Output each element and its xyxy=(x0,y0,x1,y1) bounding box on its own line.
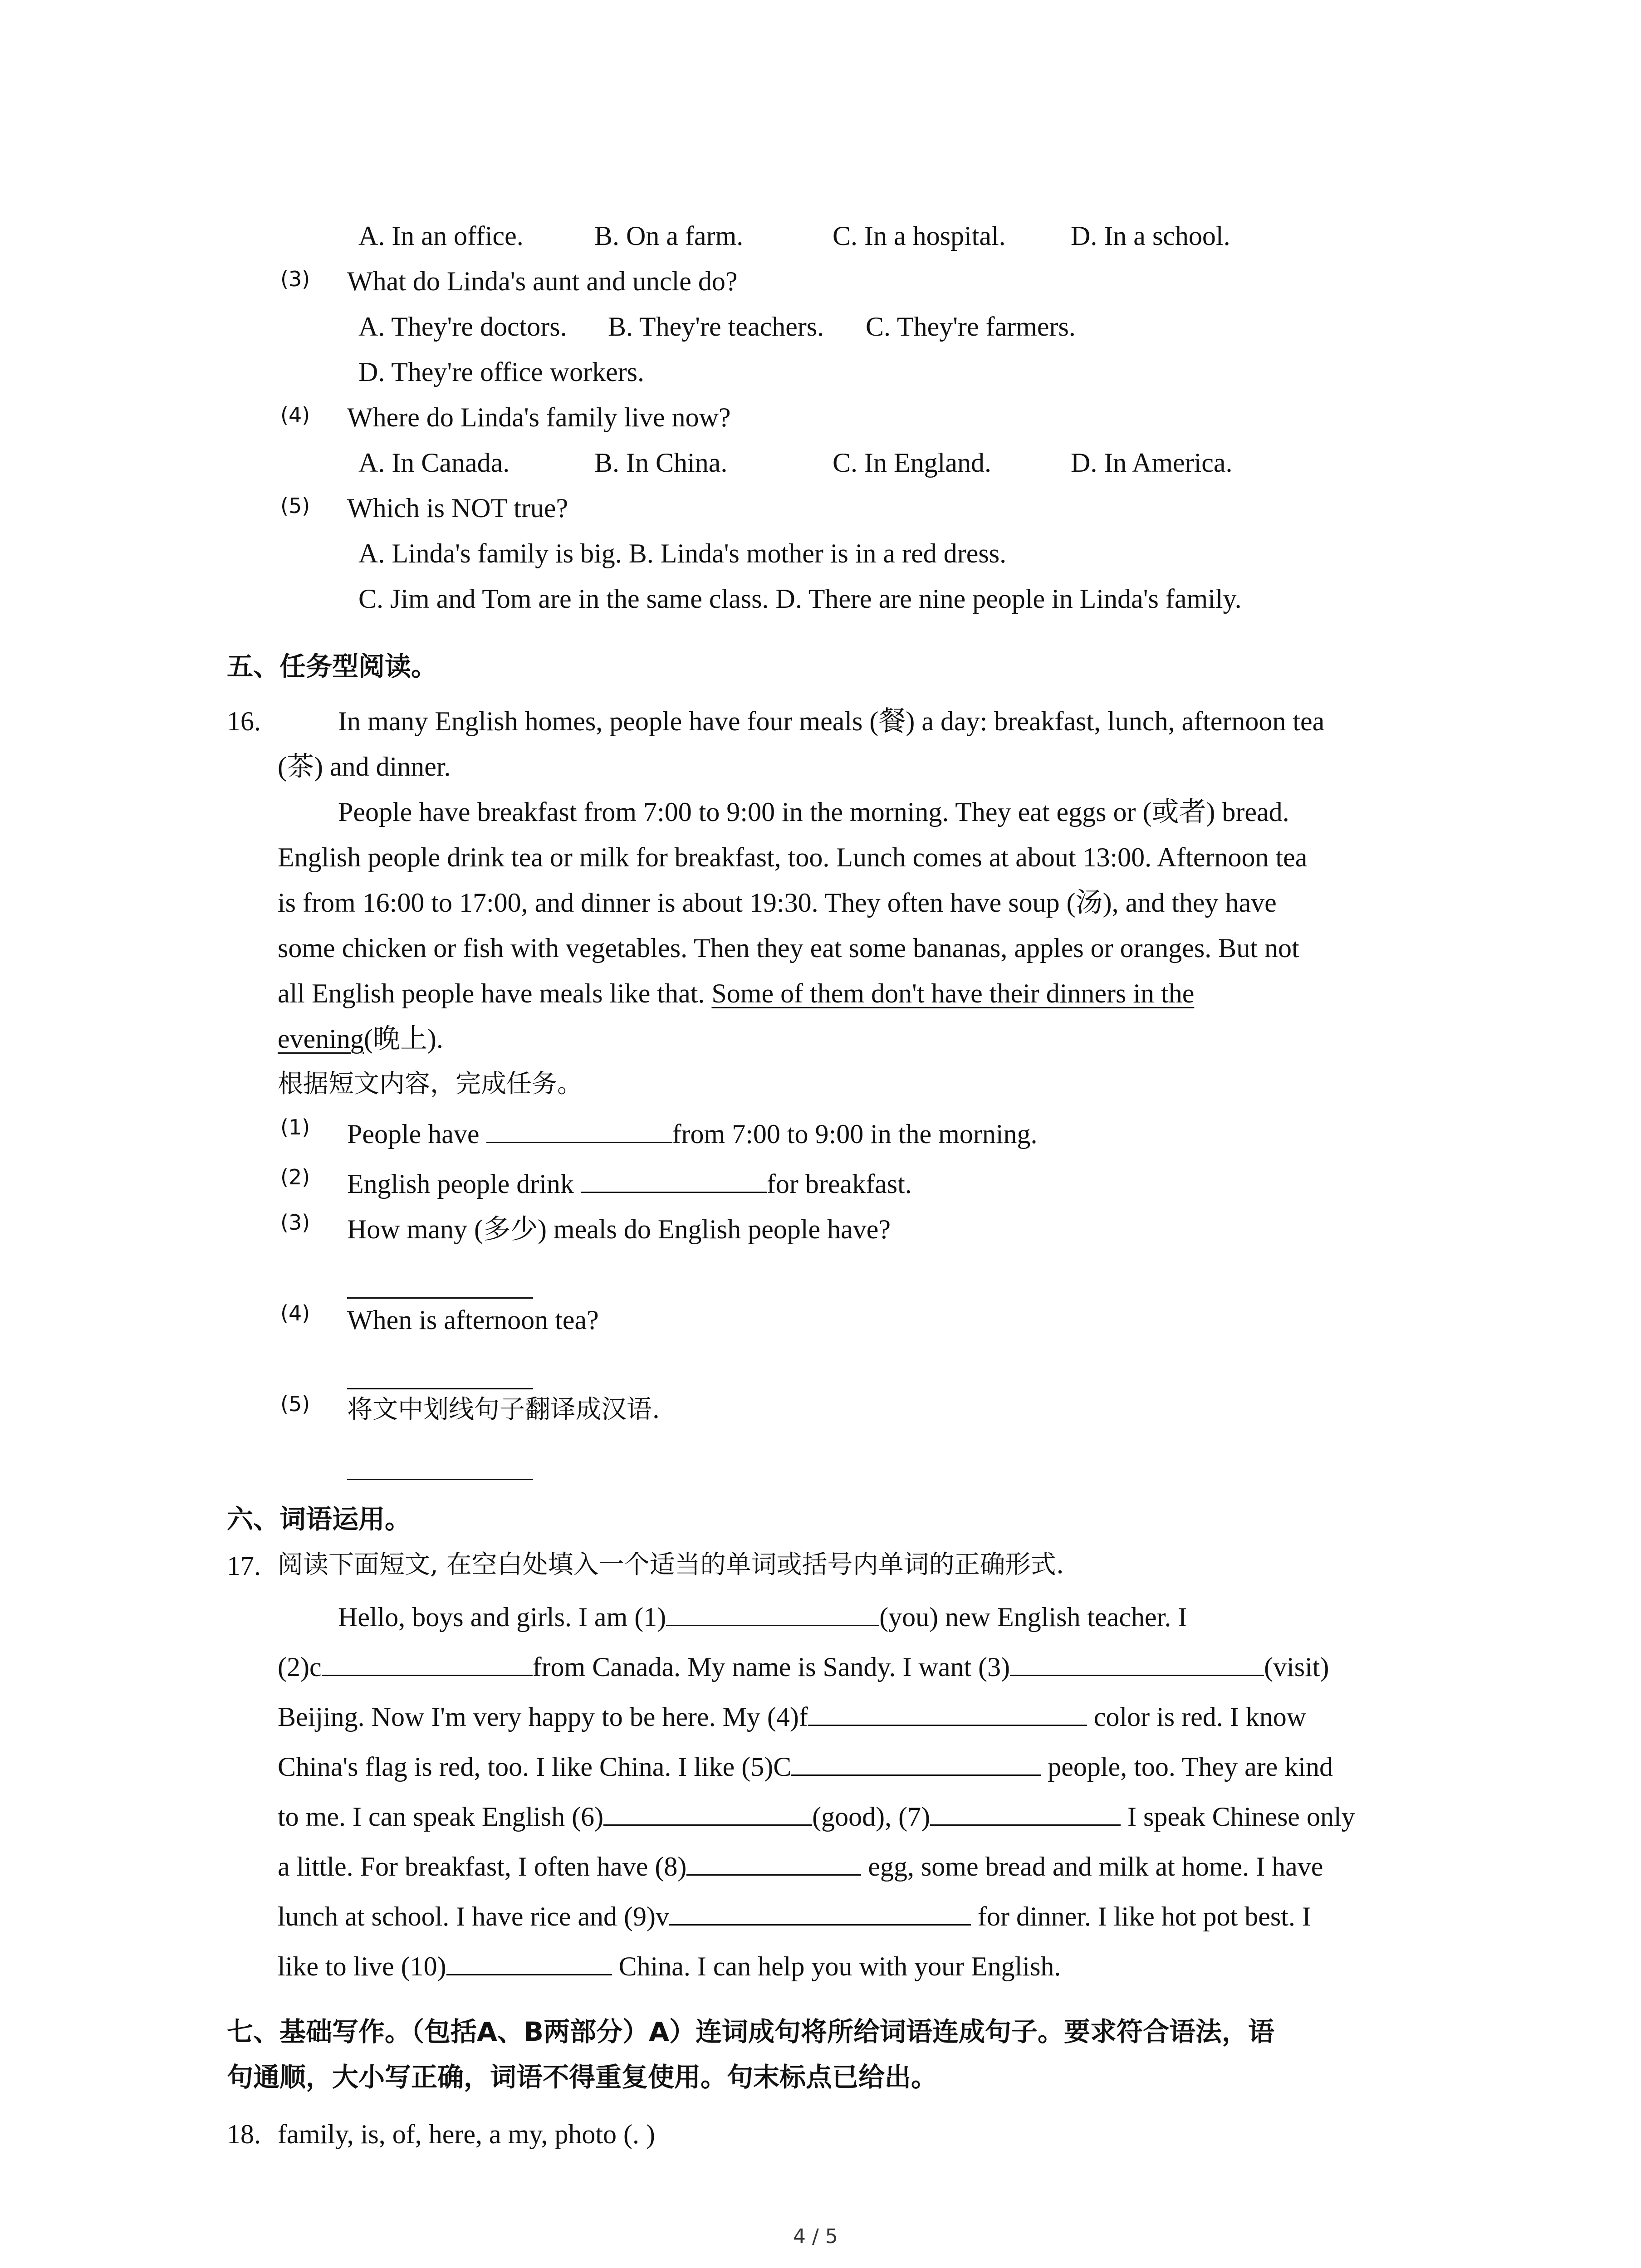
cloze-blank[interactable] xyxy=(669,1904,971,1926)
cloze-text: (you) new English teacher. I xyxy=(879,1602,1187,1632)
q3-number: (3) xyxy=(280,267,310,291)
passage-line: is from 16:00 to 17:00, and dinner is about 19:30. They often have soup (汤), and they have xyxy=(278,888,1277,918)
task-4: When is afternoon tea? xyxy=(347,1305,599,1335)
q2-option-c: C. In a hospital. xyxy=(833,221,1006,251)
cloze-text: for dinner. I like hot pot best. I xyxy=(971,1901,1311,1931)
q4-option-b: B. In China. xyxy=(594,448,728,478)
passage-text: (晚上). xyxy=(363,1024,443,1054)
q2-option-a: A. In an office. xyxy=(358,221,524,251)
q4-option-a: A. In Canada. xyxy=(358,448,510,478)
cloze-blank[interactable] xyxy=(666,1605,879,1626)
cloze-text: a little. For breakfast, I often have (8) xyxy=(278,1852,687,1882)
answer-blank[interactable] xyxy=(581,1172,767,1193)
task-3: How many (多少) meals do English people have? xyxy=(347,1214,891,1244)
q5-number: (5) xyxy=(280,494,310,518)
cloze-blank[interactable] xyxy=(791,1755,1041,1776)
cloze-blank[interactable] xyxy=(686,1854,861,1876)
answer-blank[interactable] xyxy=(347,1297,533,1299)
q5-options-line1: A. Linda's family is big. B. Linda's mother is in a red dress. xyxy=(358,538,1007,568)
cloze-line xyxy=(278,1803,1355,1830)
section5-title: 五、任务型阅读。 xyxy=(227,651,438,682)
q4-option-c: C. In England. xyxy=(833,448,991,478)
underlined-sentence: Some of them don't have their dinners in the xyxy=(711,978,1195,1008)
cloze-blank[interactable] xyxy=(930,1804,1121,1826)
page-number: 4 / 5 xyxy=(793,2225,838,2248)
q3-question: What do Linda's aunt and uncle do? xyxy=(347,266,738,296)
passage-text: all English people have meals like that. xyxy=(278,978,712,1008)
task-text: English people drink xyxy=(347,1169,581,1199)
q4-number: (4) xyxy=(280,403,310,427)
task-2-number: (2) xyxy=(280,1165,310,1189)
task-1 xyxy=(347,1120,1038,1148)
cloze-blank[interactable] xyxy=(603,1804,812,1826)
cloze-line xyxy=(278,1953,1061,1980)
q5-options-line2: C. Jim and Tom are in the same class. D. There are nine people in Linda's family. xyxy=(358,584,1242,614)
passage-line: People have breakfast from 7:00 to 9:00 in the morning. They eat eggs or (或者) bread. xyxy=(338,797,1289,827)
cloze-text: to me. I can speak English (6) xyxy=(278,1802,604,1832)
cloze-text: lunch at school. I have rice and (9)v xyxy=(278,1901,669,1931)
q3-option-b: B. They're teachers. xyxy=(608,312,824,342)
q17-number: 17. xyxy=(227,1551,261,1581)
q17-instruction: 阅读下面短文, 在空白处填入一个适当的单词或括号内单词的正确形式. xyxy=(278,1550,1064,1579)
q4-question: Where do Linda's family live now? xyxy=(347,402,731,432)
passage-line xyxy=(278,1025,443,1052)
task-instruction: 根据短文内容，完成任务。 xyxy=(278,1069,583,1099)
section6-title: 六、词语运用。 xyxy=(227,1504,411,1535)
cloze-line xyxy=(278,1653,1329,1681)
cloze-text: Hello, boys and girls. I am (1) xyxy=(338,1602,666,1632)
passage-line: English people drink tea or milk for breakfast, too. Lunch comes at about 13:00. Afternoon tea xyxy=(278,842,1308,872)
q18-words: family, is, of, here, a my, photo (. ) xyxy=(278,2119,656,2149)
task-5: 将文中划线句子翻译成汉语. xyxy=(347,1395,660,1424)
q16-number: 16. xyxy=(227,706,261,736)
q3-option-c: C. They're farmers. xyxy=(866,312,1076,342)
answer-blank[interactable] xyxy=(486,1122,672,1143)
answer-blank[interactable] xyxy=(347,1479,533,1480)
q3-option-d: D. They're office workers. xyxy=(358,357,645,387)
cloze-text: (2)c xyxy=(278,1652,322,1682)
cloze-text: egg, some bread and milk at home. I have xyxy=(861,1852,1323,1882)
cloze-line xyxy=(278,1853,1323,1880)
cloze-line xyxy=(278,1903,1311,1930)
q3-option-a: A. They're doctors. xyxy=(358,312,567,342)
cloze-line xyxy=(338,1603,1187,1631)
cloze-text: I speak Chinese only xyxy=(1121,1802,1355,1832)
cloze-blank[interactable] xyxy=(1010,1655,1264,1676)
section7-title-cont: 句通顺，大小写正确，词语不得重复使用。句末标点已给出。 xyxy=(227,2062,938,2092)
underlined-sentence: evening xyxy=(278,1024,364,1054)
task-4-number: (4) xyxy=(280,1301,310,1325)
cloze-text: like to live (10) xyxy=(278,1951,446,1981)
passage-line: some chicken or fish with vegetables. Then they eat some bananas, apples or oranges. But not xyxy=(278,933,1299,963)
passage-line xyxy=(278,980,1194,1007)
answer-blank[interactable] xyxy=(347,1388,533,1389)
task-1-number: (1) xyxy=(280,1115,310,1139)
cloze-line xyxy=(278,1703,1306,1730)
cloze-blank[interactable] xyxy=(446,1954,612,1975)
cloze-text: (visit) xyxy=(1264,1652,1329,1682)
cloze-blank[interactable] xyxy=(322,1655,533,1676)
cloze-line xyxy=(278,1753,1333,1780)
task-text: People have xyxy=(347,1119,486,1149)
task-text: from 7:00 to 9:00 in the morning. xyxy=(672,1119,1038,1149)
cloze-text: color is red. I know xyxy=(1087,1702,1307,1732)
task-5-number: (5) xyxy=(280,1392,310,1416)
q5-question: Which is NOT true? xyxy=(347,493,568,523)
q2-option-b: B. On a farm. xyxy=(594,221,744,251)
q2-option-d: D. In a school. xyxy=(1071,221,1230,251)
cloze-blank[interactable] xyxy=(808,1705,1087,1726)
cloze-text: China. I can help you with your English. xyxy=(612,1951,1061,1981)
cloze-text: China's flag is red, too. I like China. I like (5)C xyxy=(278,1752,792,1782)
passage-line: (茶) and dinner. xyxy=(278,752,451,782)
cloze-text: (good), (7) xyxy=(812,1802,931,1832)
cloze-text: from Canada. My name is Sandy. I want (3) xyxy=(532,1652,1010,1682)
task-2 xyxy=(347,1170,912,1198)
cloze-text: Beijing. Now I'm very happy to be here. My (4)f xyxy=(278,1702,808,1732)
q18-number: 18. xyxy=(227,2119,261,2149)
passage-line: In many English homes, people have four meals (餐) a day: breakfast, lunch, afternoon tea xyxy=(338,706,1325,736)
q4-option-d: D. In America. xyxy=(1071,448,1233,478)
task-text: for breakfast. xyxy=(766,1169,912,1199)
cloze-text: people, too. They are kind xyxy=(1041,1752,1333,1782)
section7-title: 七、基础写作。（包括A、B两部分）A）连词成句将所给词语连成句子。要求符合语法，语 xyxy=(227,2016,1274,2047)
task-3-number: (3) xyxy=(280,1210,310,1235)
